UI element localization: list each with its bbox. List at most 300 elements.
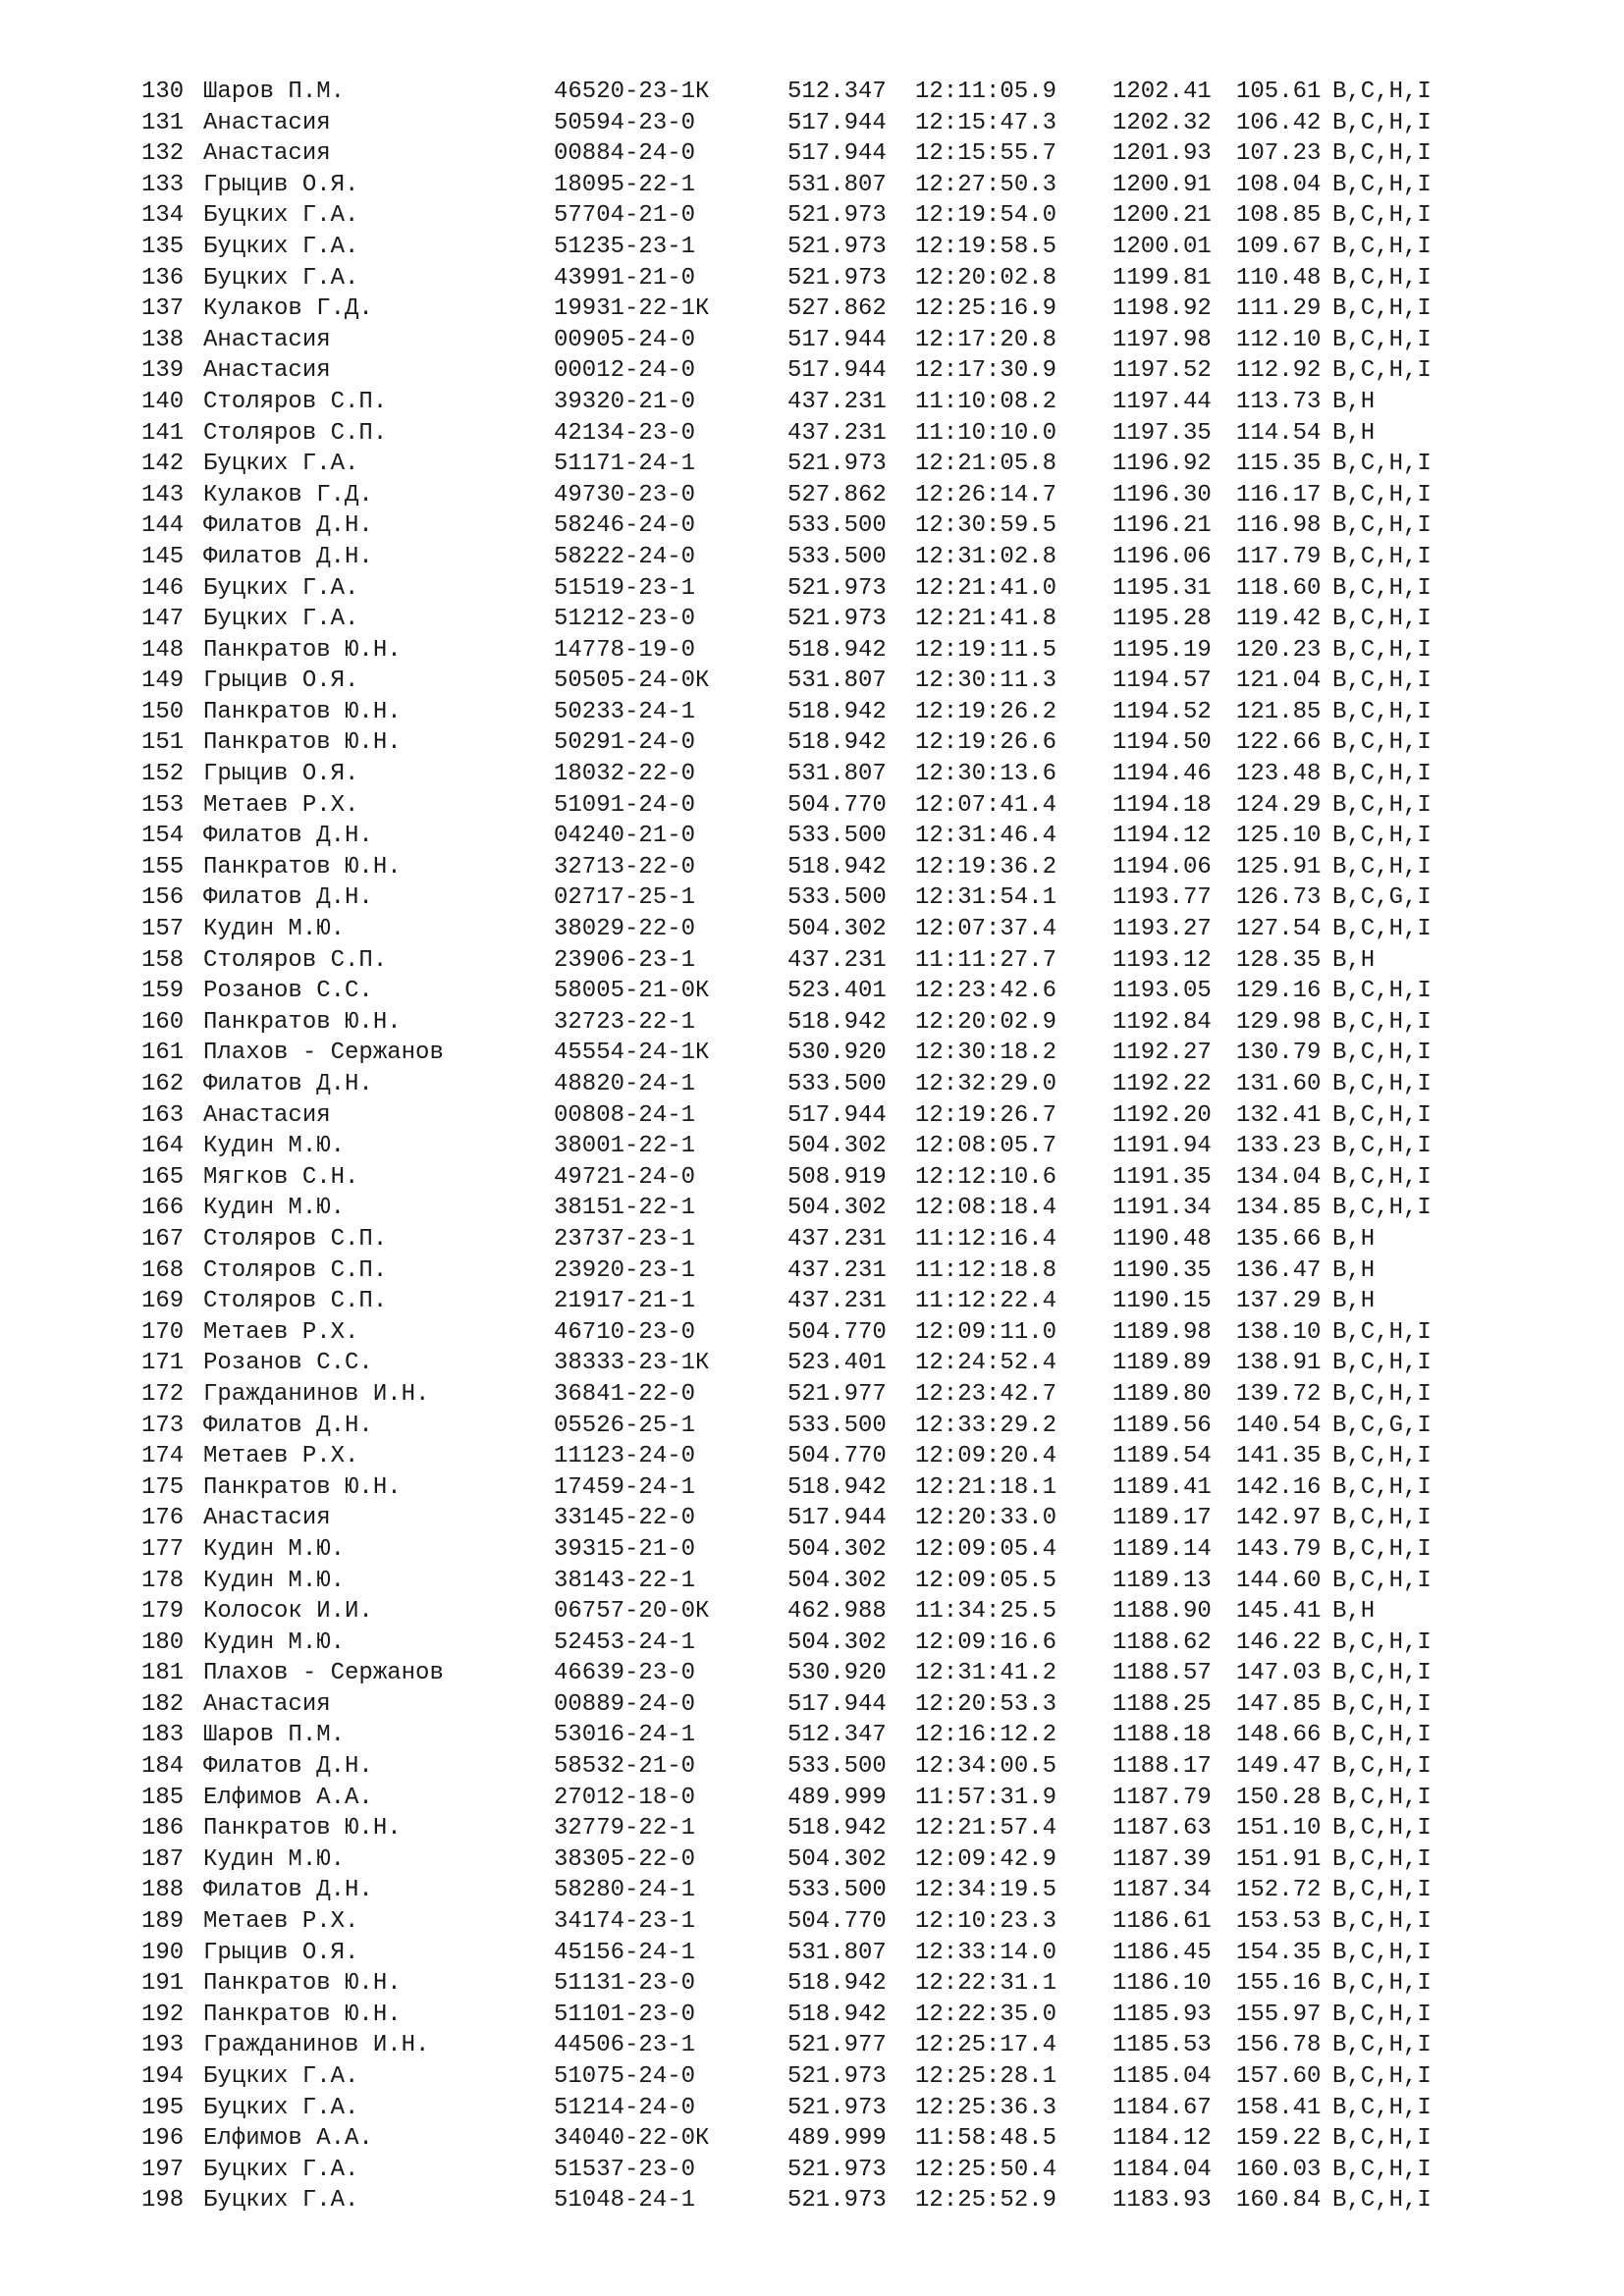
arrival-time-cell: 11:57:31.9 bbox=[915, 1784, 1057, 1811]
distance-cell: 517.944 bbox=[787, 326, 887, 353]
points-cell: 109.67 bbox=[1236, 233, 1322, 260]
category-flags-cell: B,C,H,I bbox=[1332, 1350, 1432, 1377]
speed-cell: 1190.48 bbox=[1112, 1225, 1212, 1253]
rank-cell: 186 bbox=[141, 1815, 185, 1842]
arrival-time-cell: 12:09:20.4 bbox=[915, 1443, 1057, 1470]
speed-cell: 1190.15 bbox=[1112, 1288, 1212, 1315]
distance-cell: 504.770 bbox=[787, 1908, 887, 1936]
rank-cell: 189 bbox=[141, 1908, 185, 1936]
fancier-name-cell: Столяров С.П. bbox=[203, 1225, 388, 1253]
rank-cell: 131 bbox=[141, 109, 185, 136]
rank-cell: 180 bbox=[141, 1629, 185, 1656]
category-flags-cell: B,C,H,I bbox=[1332, 233, 1432, 260]
speed-cell: 1195.19 bbox=[1112, 636, 1212, 664]
ring-number-cell: 00012-24-0 bbox=[554, 357, 696, 385]
fancier-name-cell: Кудин М.Ю. bbox=[203, 1535, 346, 1563]
speed-cell: 1186.10 bbox=[1112, 1970, 1212, 1998]
points-cell: 144.60 bbox=[1236, 1567, 1322, 1594]
category-flags-cell: B,C,H,I bbox=[1332, 109, 1432, 136]
speed-cell: 1196.92 bbox=[1112, 451, 1212, 478]
ring-number-cell: 38143-22-1 bbox=[554, 1567, 696, 1594]
ring-number-cell: 19931-22-1К bbox=[554, 295, 710, 323]
rank-cell: 190 bbox=[141, 1939, 185, 1966]
rank-cell: 194 bbox=[141, 2063, 185, 2090]
speed-cell: 1193.12 bbox=[1112, 946, 1212, 974]
category-flags-cell: B,C,H,I bbox=[1332, 357, 1432, 385]
fancier-name-cell: Розанов С.С. bbox=[203, 978, 373, 1005]
rank-cell: 161 bbox=[141, 1040, 185, 1067]
ring-number-cell: 17459-24-1 bbox=[554, 1473, 696, 1501]
fancier-name-cell: Кулаков Г.Д. bbox=[203, 481, 373, 508]
category-flags-cell: B,C,H,I bbox=[1332, 1660, 1432, 1687]
arrival-time-cell: 12:25:28.1 bbox=[915, 2063, 1057, 2090]
ring-number-cell: 58222-24-0 bbox=[554, 543, 696, 570]
distance-cell: 521.973 bbox=[787, 606, 887, 633]
distance-cell: 523.401 bbox=[787, 978, 887, 1005]
ring-number-cell: 05526-25-1 bbox=[554, 1412, 696, 1439]
speed-cell: 1191.94 bbox=[1112, 1133, 1212, 1160]
ring-number-cell: 32713-22-0 bbox=[554, 853, 696, 881]
points-cell: 129.16 bbox=[1236, 978, 1322, 1005]
category-flags-cell: B,C,H,I bbox=[1332, 1784, 1432, 1811]
fancier-name-cell: Филатов Д.Н. bbox=[203, 1753, 373, 1781]
rank-cell: 145 bbox=[141, 543, 185, 570]
arrival-time-cell: 12:21:05.8 bbox=[915, 451, 1057, 478]
ring-number-cell: 52453-24-1 bbox=[554, 1629, 696, 1656]
speed-cell: 1194.52 bbox=[1112, 698, 1212, 725]
distance-cell: 521.973 bbox=[787, 264, 887, 292]
arrival-time-cell: 11:11:27.7 bbox=[915, 946, 1057, 974]
distance-cell: 533.500 bbox=[787, 543, 887, 570]
arrival-time-cell: 12:20:33.0 bbox=[915, 1505, 1057, 1532]
speed-cell: 1189.89 bbox=[1112, 1350, 1212, 1377]
arrival-time-cell: 12:21:18.1 bbox=[915, 1473, 1057, 1501]
speed-cell: 1188.62 bbox=[1112, 1629, 1212, 1656]
rank-cell: 141 bbox=[141, 419, 185, 447]
category-flags-cell: B,C,H,I bbox=[1332, 2156, 1432, 2183]
speed-cell: 1197.52 bbox=[1112, 357, 1212, 385]
category-flags-cell: B,C,H,I bbox=[1332, 1163, 1432, 1191]
speed-cell: 1200.21 bbox=[1112, 202, 1212, 230]
arrival-time-cell: 12:19:11.5 bbox=[915, 636, 1057, 664]
points-cell: 132.41 bbox=[1236, 1101, 1322, 1129]
arrival-time-cell: 12:25:36.3 bbox=[915, 2094, 1057, 2121]
points-cell: 134.04 bbox=[1236, 1163, 1322, 1191]
arrival-time-cell: 12:20:02.8 bbox=[915, 264, 1057, 292]
category-flags-cell: B,C,H,I bbox=[1332, 2063, 1432, 2090]
fancier-name-cell: Елфимов А.А. bbox=[203, 1784, 373, 1811]
ring-number-cell: 44506-23-1 bbox=[554, 2032, 696, 2059]
fancier-name-cell: Метаев Р.Х. bbox=[203, 1443, 359, 1470]
distance-cell: 518.942 bbox=[787, 729, 887, 757]
fancier-name-cell: Буцких Г.А. bbox=[203, 451, 359, 478]
arrival-time-cell: 12:16:12.2 bbox=[915, 1722, 1057, 1749]
arrival-time-cell: 12:21:41.0 bbox=[915, 574, 1057, 602]
speed-cell: 1194.57 bbox=[1112, 667, 1212, 695]
distance-cell: 437.231 bbox=[787, 1256, 887, 1284]
distance-cell: 504.302 bbox=[787, 1195, 887, 1222]
speed-cell: 1187.63 bbox=[1112, 1815, 1212, 1842]
points-cell: 142.97 bbox=[1236, 1505, 1322, 1532]
speed-cell: 1189.98 bbox=[1112, 1318, 1212, 1346]
distance-cell: 518.942 bbox=[787, 636, 887, 664]
distance-cell: 531.807 bbox=[787, 1939, 887, 1966]
arrival-time-cell: 12:19:26.7 bbox=[915, 1101, 1057, 1129]
ring-number-cell: 58005-21-0К bbox=[554, 978, 710, 1005]
ring-number-cell: 00808-24-1 bbox=[554, 1101, 696, 1129]
ring-number-cell: 51131-23-0 bbox=[554, 1970, 696, 1998]
fancier-name-cell: Гражданинов И.Н. bbox=[203, 1380, 430, 1408]
speed-cell: 1193.27 bbox=[1112, 916, 1212, 943]
rank-cell: 138 bbox=[141, 326, 185, 353]
category-flags-cell: B,C,H,I bbox=[1332, 2001, 1432, 2028]
ring-number-cell: 32779-22-1 bbox=[554, 1815, 696, 1842]
rank-cell: 168 bbox=[141, 1256, 185, 1284]
rank-cell: 152 bbox=[141, 761, 185, 788]
speed-cell: 1196.21 bbox=[1112, 512, 1212, 540]
points-cell: 158.41 bbox=[1236, 2094, 1322, 2121]
rank-cell: 133 bbox=[141, 171, 185, 198]
rank-cell: 137 bbox=[141, 295, 185, 323]
category-flags-cell: B,C,H,I bbox=[1332, 729, 1432, 757]
ring-number-cell: 06757-20-0К bbox=[554, 1598, 710, 1626]
ring-number-cell: 23737-23-1 bbox=[554, 1225, 696, 1253]
fancier-name-cell: Грыцив О.Я. bbox=[203, 761, 359, 788]
category-flags-cell: B,C,G,I bbox=[1332, 1412, 1432, 1439]
distance-cell: 521.973 bbox=[787, 233, 887, 260]
points-cell: 155.16 bbox=[1236, 1970, 1322, 1998]
distance-cell: 504.770 bbox=[787, 1443, 887, 1470]
rank-cell: 198 bbox=[141, 2187, 185, 2215]
points-cell: 111.29 bbox=[1236, 295, 1322, 323]
points-cell: 116.17 bbox=[1236, 481, 1322, 508]
rank-cell: 195 bbox=[141, 2094, 185, 2121]
arrival-time-cell: 11:10:08.2 bbox=[915, 388, 1057, 415]
arrival-time-cell: 12:20:02.9 bbox=[915, 1008, 1057, 1036]
ring-number-cell: 51048-24-1 bbox=[554, 2187, 696, 2215]
category-flags-cell: B,C,H,I bbox=[1332, 1008, 1432, 1036]
rank-cell: 173 bbox=[141, 1412, 185, 1439]
category-flags-cell: B,C,H,I bbox=[1332, 140, 1432, 168]
ring-number-cell: 00889-24-0 bbox=[554, 1690, 696, 1718]
speed-cell: 1192.22 bbox=[1112, 1071, 1212, 1097]
category-flags-cell: B,C,H,I bbox=[1332, 1040, 1432, 1067]
fancier-name-cell: Шаров П.М. bbox=[203, 1722, 346, 1749]
points-cell: 125.91 bbox=[1236, 853, 1322, 881]
ring-number-cell: 00905-24-0 bbox=[554, 326, 696, 353]
ring-number-cell: 50505-24-0К bbox=[554, 667, 710, 695]
ring-number-cell: 51091-24-0 bbox=[554, 791, 696, 819]
arrival-time-cell: 12:30:18.2 bbox=[915, 1040, 1057, 1067]
speed-cell: 1187.34 bbox=[1112, 1877, 1212, 1904]
category-flags-cell: B,C,H,I bbox=[1332, 1722, 1432, 1749]
fancier-name-cell: Панкратов Ю.Н. bbox=[203, 729, 402, 757]
category-flags-cell: B,C,H,I bbox=[1332, 295, 1432, 323]
ring-number-cell: 51101-23-0 bbox=[554, 2001, 696, 2028]
category-flags-cell: B,C,H,I bbox=[1332, 1690, 1432, 1718]
points-cell: 113.73 bbox=[1236, 388, 1322, 415]
distance-cell: 504.302 bbox=[787, 1845, 887, 1873]
distance-cell: 517.944 bbox=[787, 140, 887, 168]
category-flags-cell: B,C,H,I bbox=[1332, 326, 1432, 353]
speed-cell: 1202.32 bbox=[1112, 109, 1212, 136]
speed-cell: 1187.39 bbox=[1112, 1845, 1212, 1873]
speed-cell: 1186.61 bbox=[1112, 1908, 1212, 1936]
distance-cell: 437.231 bbox=[787, 388, 887, 415]
speed-cell: 1192.20 bbox=[1112, 1101, 1212, 1129]
speed-cell: 1189.41 bbox=[1112, 1473, 1212, 1501]
speed-cell: 1189.80 bbox=[1112, 1380, 1212, 1408]
points-cell: 145.41 bbox=[1236, 1598, 1322, 1626]
rank-cell: 162 bbox=[141, 1071, 185, 1097]
speed-cell: 1189.54 bbox=[1112, 1443, 1212, 1470]
rank-cell: 175 bbox=[141, 1473, 185, 1501]
ring-number-cell: 53016-24-1 bbox=[554, 1722, 696, 1749]
points-cell: 160.84 bbox=[1236, 2187, 1322, 2215]
distance-cell: 517.944 bbox=[787, 1690, 887, 1718]
category-flags-cell: B,C,H,I bbox=[1332, 1101, 1432, 1129]
ring-number-cell: 34040-22-0К bbox=[554, 2125, 710, 2153]
arrival-time-cell: 12:10:23.3 bbox=[915, 1908, 1057, 1936]
category-flags-cell: B,C,H,I bbox=[1332, 667, 1432, 695]
fancier-name-cell: Розанов С.С. bbox=[203, 1350, 373, 1377]
distance-cell: 533.500 bbox=[787, 512, 887, 540]
rank-cell: 158 bbox=[141, 946, 185, 974]
ring-number-cell: 50594-23-0 bbox=[554, 109, 696, 136]
arrival-time-cell: 12:17:30.9 bbox=[915, 357, 1057, 385]
rank-cell: 187 bbox=[141, 1845, 185, 1873]
rank-cell: 151 bbox=[141, 729, 185, 757]
fancier-name-cell: Анастасия bbox=[203, 326, 331, 353]
fancier-name-cell: Мягков С.Н. bbox=[203, 1163, 359, 1191]
points-cell: 147.03 bbox=[1236, 1660, 1322, 1687]
fancier-name-cell: Панкратов Ю.Н. bbox=[203, 1970, 402, 1998]
points-cell: 134.85 bbox=[1236, 1195, 1322, 1222]
category-flags-cell: B,C,H,I bbox=[1332, 823, 1432, 850]
category-flags-cell: B,C,H,I bbox=[1332, 791, 1432, 819]
category-flags-cell: B,C,H,I bbox=[1332, 1443, 1432, 1470]
points-cell: 150.28 bbox=[1236, 1784, 1322, 1811]
arrival-time-cell: 12:33:14.0 bbox=[915, 1939, 1057, 1966]
ring-number-cell: 36841-22-0 bbox=[554, 1380, 696, 1408]
category-flags-cell: B,C,H,I bbox=[1332, 171, 1432, 198]
distance-cell: 530.920 bbox=[787, 1660, 887, 1687]
ring-number-cell: 38305-22-0 bbox=[554, 1845, 696, 1873]
distance-cell: 518.942 bbox=[787, 1970, 887, 1998]
rank-cell: 166 bbox=[141, 1195, 185, 1222]
distance-cell: 504.302 bbox=[787, 1629, 887, 1656]
fancier-name-cell: Метаев Р.Х. bbox=[203, 1908, 359, 1936]
points-cell: 157.60 bbox=[1236, 2063, 1322, 2090]
points-cell: 112.92 bbox=[1236, 357, 1322, 385]
arrival-time-cell: 12:23:42.7 bbox=[915, 1380, 1057, 1408]
fancier-name-cell: Колосок И.И. bbox=[203, 1598, 373, 1626]
distance-cell: 531.807 bbox=[787, 171, 887, 198]
category-flags-cell: B,C,H,I bbox=[1332, 2032, 1432, 2059]
rank-cell: 184 bbox=[141, 1753, 185, 1781]
arrival-time-cell: 12:25:50.4 bbox=[915, 2156, 1057, 2183]
distance-cell: 533.500 bbox=[787, 884, 887, 912]
rank-cell: 136 bbox=[141, 264, 185, 292]
category-flags-cell: B,C,H,I bbox=[1332, 2187, 1432, 2215]
speed-cell: 1194.18 bbox=[1112, 791, 1212, 819]
speed-cell: 1184.67 bbox=[1112, 2094, 1212, 2121]
rank-cell: 149 bbox=[141, 667, 185, 695]
arrival-time-cell: 12:30:13.6 bbox=[915, 761, 1057, 788]
points-cell: 118.60 bbox=[1236, 574, 1322, 602]
points-cell: 141.35 bbox=[1236, 1443, 1322, 1470]
speed-cell: 1184.04 bbox=[1112, 2156, 1212, 2183]
rank-cell: 193 bbox=[141, 2032, 185, 2059]
ring-number-cell: 51212-23-0 bbox=[554, 606, 696, 633]
distance-cell: 504.302 bbox=[787, 1535, 887, 1563]
rank-cell: 167 bbox=[141, 1225, 185, 1253]
speed-cell: 1186.45 bbox=[1112, 1939, 1212, 1966]
ring-number-cell: 38333-23-1К bbox=[554, 1350, 710, 1377]
category-flags-cell: B,C,H,I bbox=[1332, 1567, 1432, 1594]
rank-cell: 154 bbox=[141, 823, 185, 850]
speed-cell: 1188.57 bbox=[1112, 1660, 1212, 1687]
category-flags-cell: B,C,H,I bbox=[1332, 202, 1432, 230]
rank-cell: 146 bbox=[141, 574, 185, 602]
speed-cell: 1197.35 bbox=[1112, 419, 1212, 447]
points-cell: 148.66 bbox=[1236, 1722, 1322, 1749]
fancier-name-cell: Панкратов Ю.Н. bbox=[203, 698, 402, 725]
points-cell: 156.78 bbox=[1236, 2032, 1322, 2059]
fancier-name-cell: Кудин М.Ю. bbox=[203, 1567, 346, 1594]
fancier-name-cell: Метаев Р.Х. bbox=[203, 1318, 359, 1346]
distance-cell: 518.942 bbox=[787, 698, 887, 725]
category-flags-cell: B,C,H,I bbox=[1332, 451, 1432, 478]
ring-number-cell: 18032-22-0 bbox=[554, 761, 696, 788]
arrival-time-cell: 12:11:05.9 bbox=[915, 79, 1057, 105]
arrival-time-cell: 12:17:20.8 bbox=[915, 326, 1057, 353]
category-flags-cell: B,C,H,I bbox=[1332, 1908, 1432, 1936]
arrival-time-cell: 12:19:26.2 bbox=[915, 698, 1057, 725]
points-cell: 112.10 bbox=[1236, 326, 1322, 353]
speed-cell: 1188.17 bbox=[1112, 1753, 1212, 1781]
arrival-time-cell: 12:08:18.4 bbox=[915, 1195, 1057, 1222]
rank-cell: 147 bbox=[141, 606, 185, 633]
distance-cell: 521.973 bbox=[787, 2187, 887, 2215]
category-flags-cell: B,C,H,I bbox=[1332, 1071, 1432, 1097]
ring-number-cell: 58280-24-1 bbox=[554, 1877, 696, 1904]
ring-number-cell: 57704-21-0 bbox=[554, 202, 696, 230]
distance-cell: 504.770 bbox=[787, 1318, 887, 1346]
distance-cell: 527.862 bbox=[787, 481, 887, 508]
distance-cell: 512.347 bbox=[787, 1722, 887, 1749]
points-cell: 159.22 bbox=[1236, 2125, 1322, 2153]
rank-cell: 157 bbox=[141, 916, 185, 943]
arrival-time-cell: 12:22:31.1 bbox=[915, 1970, 1057, 1998]
arrival-time-cell: 12:12:10.6 bbox=[915, 1163, 1057, 1191]
speed-cell: 1195.31 bbox=[1112, 574, 1212, 602]
ring-number-cell: 50233-24-1 bbox=[554, 698, 696, 725]
ring-number-cell: 00884-24-0 bbox=[554, 140, 696, 168]
speed-cell: 1194.50 bbox=[1112, 729, 1212, 757]
rank-cell: 156 bbox=[141, 884, 185, 912]
distance-cell: 521.973 bbox=[787, 451, 887, 478]
rank-cell: 181 bbox=[141, 1660, 185, 1687]
points-cell: 155.97 bbox=[1236, 2001, 1322, 2028]
arrival-time-cell: 12:07:37.4 bbox=[915, 916, 1057, 943]
arrival-time-cell: 12:30:11.3 bbox=[915, 667, 1057, 695]
fancier-name-cell: Кудин М.Ю. bbox=[203, 1629, 346, 1656]
arrival-time-cell: 12:25:16.9 bbox=[915, 295, 1057, 323]
arrival-time-cell: 12:25:17.4 bbox=[915, 2032, 1057, 2059]
speed-cell: 1189.17 bbox=[1112, 1505, 1212, 1532]
fancier-name-cell: Панкратов Ю.Н. bbox=[203, 1815, 402, 1842]
ring-number-cell: 38151-22-1 bbox=[554, 1195, 696, 1222]
arrival-time-cell: 11:12:22.4 bbox=[915, 1288, 1057, 1315]
distance-cell: 527.862 bbox=[787, 295, 887, 323]
ring-number-cell: 38001-22-1 bbox=[554, 1133, 696, 1160]
speed-cell: 1196.30 bbox=[1112, 481, 1212, 508]
rank-cell: 139 bbox=[141, 357, 185, 385]
points-cell: 149.47 bbox=[1236, 1753, 1322, 1781]
fancier-name-cell: Буцких Г.А. bbox=[203, 2187, 359, 2215]
points-cell: 121.04 bbox=[1236, 667, 1322, 695]
ring-number-cell: 23906-23-1 bbox=[554, 946, 696, 974]
ring-number-cell: 46710-23-0 bbox=[554, 1318, 696, 1346]
fancier-name-cell: Кудин М.Ю. bbox=[203, 1195, 346, 1222]
category-flags-cell: B,C,H,I bbox=[1332, 1939, 1432, 1966]
category-flags-cell: B,C,H,I bbox=[1332, 1133, 1432, 1160]
distance-cell: 517.944 bbox=[787, 109, 887, 136]
points-cell: 131.60 bbox=[1236, 1071, 1322, 1097]
speed-cell: 1200.91 bbox=[1112, 171, 1212, 198]
distance-cell: 533.500 bbox=[787, 1877, 887, 1904]
category-flags-cell: B,C,H,I bbox=[1332, 916, 1432, 943]
arrival-time-cell: 12:08:05.7 bbox=[915, 1133, 1057, 1160]
fancier-name-cell: Филатов Д.Н. bbox=[203, 543, 373, 570]
fancier-name-cell: Грыцив О.Я. bbox=[203, 1939, 359, 1966]
fancier-name-cell: Кудин М.Ю. bbox=[203, 1845, 346, 1873]
rank-cell: 155 bbox=[141, 853, 185, 881]
rank-cell: 177 bbox=[141, 1535, 185, 1563]
distance-cell: 521.973 bbox=[787, 2063, 887, 2090]
speed-cell: 1184.12 bbox=[1112, 2125, 1212, 2153]
ring-number-cell: 27012-18-0 bbox=[554, 1784, 696, 1811]
category-flags-cell: B,C,H,I bbox=[1332, 1753, 1432, 1781]
rank-cell: 188 bbox=[141, 1877, 185, 1904]
category-flags-cell: B,C,H,I bbox=[1332, 79, 1432, 105]
points-cell: 143.79 bbox=[1236, 1535, 1322, 1563]
arrival-time-cell: 11:10:10.0 bbox=[915, 419, 1057, 447]
rank-cell: 191 bbox=[141, 1970, 185, 1998]
distance-cell: 521.977 bbox=[787, 1380, 887, 1408]
arrival-time-cell: 12:32:29.0 bbox=[915, 1071, 1057, 1097]
distance-cell: 504.302 bbox=[787, 1133, 887, 1160]
distance-cell: 531.807 bbox=[787, 667, 887, 695]
speed-cell: 1194.06 bbox=[1112, 853, 1212, 881]
rank-cell: 150 bbox=[141, 698, 185, 725]
fancier-name-cell: Филатов Д.Н. bbox=[203, 823, 373, 850]
arrival-time-cell: 12:34:19.5 bbox=[915, 1877, 1057, 1904]
points-cell: 129.98 bbox=[1236, 1008, 1322, 1036]
points-cell: 160.03 bbox=[1236, 2156, 1322, 2183]
rank-cell: 165 bbox=[141, 1163, 185, 1191]
distance-cell: 504.302 bbox=[787, 916, 887, 943]
distance-cell: 489.999 bbox=[787, 1784, 887, 1811]
rank-cell: 143 bbox=[141, 481, 185, 508]
rank-cell: 130 bbox=[141, 79, 185, 105]
speed-cell: 1185.53 bbox=[1112, 2032, 1212, 2059]
distance-cell: 533.500 bbox=[787, 823, 887, 850]
points-cell: 110.48 bbox=[1236, 264, 1322, 292]
points-cell: 107.23 bbox=[1236, 140, 1322, 168]
category-flags-cell: B,C,H,I bbox=[1332, 1877, 1432, 1904]
